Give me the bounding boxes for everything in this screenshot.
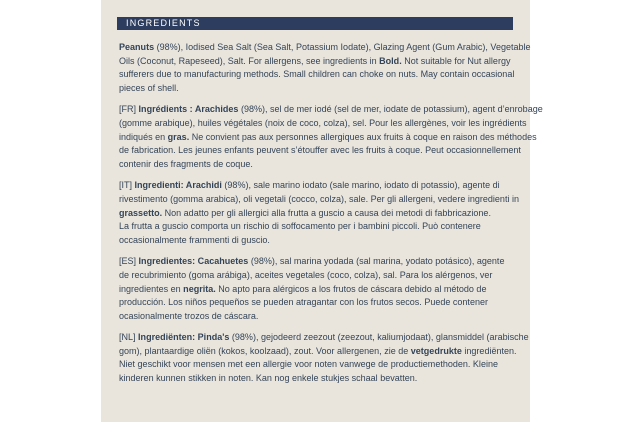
text-segment: Non adatto per gli allergici alla frutta a guscio a causa dei metodi di fabbricazione. [162,207,491,219]
ingredients-paragraph-en [119,41,531,95]
text-segment: gom), plantaardige oliën (kokos, koolzaad), zout. Voor allergenen, zie de [119,345,411,357]
text-segment: sufferers due to manufacturing methods. Small children can choke on nuts. May contain occasional [119,69,515,81]
text-segment: rivestimento (gomma arabica), oli vegetali (cocco, colza), sale. Per gli allergeni, vedere ingredienti in [119,193,519,205]
ingredients-panel [101,0,543,422]
bold-text: Ingrediënten: Pinda's [138,332,230,344]
ingredients-paragraph-fr [119,103,543,171]
text-segment: La frutta a guscio comporta un rischio di soffocamento per i bambini piccoli. Può contenere [119,221,481,233]
text-line [119,358,515,372]
text-segment: Oils (Coconut, Rapeseed), Salt. For allergens, see ingredients in [119,55,380,67]
text-line [119,269,515,283]
text-line [119,283,515,297]
text-line [119,41,531,55]
text-segment: (98%), sel de mer iodé (sel de mer, iodate de potassium), agent d’enrobage [238,104,543,116]
text-segment: (gomme arabique), huiles végétales (noix de coco, colza), sel. Pour les allergènes, voir les ingrédients [119,117,527,129]
ingredients-header: INGREDIENTS [117,17,513,30]
text-segment: de recubrimiento (goma arábiga), aceites vegetales (coco, colza), sal. Para los alérgenos, ver [119,269,493,281]
text-segment: Ne convient pas aux personnes allergiques aux fruits à coque en raison des méthodes [189,131,537,143]
text-segment: producción. Los niños pequeños se pueden atragantar con los frutos secos. Puede contener [119,297,488,309]
text-segment: [ES] [119,256,139,268]
text-line [119,372,515,386]
ingredients-body [119,41,543,394]
text-segment: de fabrication. Les jeunes enfants peuvent s’étouffer avec les fruits à coque. Peut occasionnellement [119,145,521,157]
text-line [119,82,515,96]
text-segment: Niet geschikt voor mensen met een allergie voor noten vanwege de productiemethoden. Kleine [119,359,498,371]
text-line [119,55,515,69]
ingredients-paragraph-es [119,255,515,323]
bold-text: gras. [167,131,190,143]
bold-text: Ingredientes: Cacahuetes [138,256,249,268]
text-segment: No apto para alérgicos a los frutos de cáscara debido al método de [215,283,487,295]
ingredients-paragraph-it [119,179,519,247]
text-line [119,131,537,145]
text-line [119,345,515,359]
text-line [119,68,515,82]
bold-text: grassetto. [119,207,163,219]
text-line [119,117,527,131]
text-segment: indiqués en [119,131,168,143]
text-segment: [NL] [119,332,139,344]
text-line [119,310,515,324]
text-line [119,220,515,234]
text-line [119,193,519,207]
text-segment: (98%), sal marina yodada (sal marina, yodato potásico), agente [248,256,505,268]
text-line [119,255,515,269]
text-segment: Not suitable for Nut allergy [401,55,511,67]
text-segment: (98%), Iodised Sea Salt (Sea Salt, Potassium Iodate), Glazing Agent (Gum Arabic), Vegetable [154,42,531,53]
text-line [119,103,543,117]
bold-text: Ingrédients : Arachides [138,104,239,116]
bold-text: Bold. [379,55,402,67]
text-line [119,207,515,221]
ingredients-paragraph-nl [119,331,529,385]
text-segment: (98%), sale marino iodato (sale marino, iodato di potassio), agente di [221,180,500,192]
text-line [119,158,515,172]
text-line [119,331,529,345]
bold-text: vetgedrukte [410,345,462,357]
bold-text: Peanuts [119,42,155,53]
text-segment: ocasionalmente trozos de cáscara. [119,310,259,322]
text-line [119,144,521,158]
text-segment: (98%), gejodeerd zeezout (zeezout, kaliumjodaat), glansmiddel (arabische [229,332,529,344]
text-segment: [IT] [119,180,135,192]
text-segment: pieces of shell. [119,82,179,94]
text-line [119,179,515,193]
bold-text: Ingredienti: Arachidi [134,180,222,192]
bold-text: negrita. [183,283,216,295]
text-segment: ingredientes en [119,283,184,295]
text-segment: occasionalmente frammenti di guscio. [119,234,270,246]
text-segment: contenir des fragments de coque. [119,158,253,170]
text-segment: [FR] [119,104,139,116]
text-line [119,296,515,310]
text-segment: kinderen kunnen stikken in noten. Kan nog enkele stukjes schaal bevatten. [119,373,418,385]
text-segment: ingrediënten. [461,345,517,357]
text-line [119,234,515,248]
